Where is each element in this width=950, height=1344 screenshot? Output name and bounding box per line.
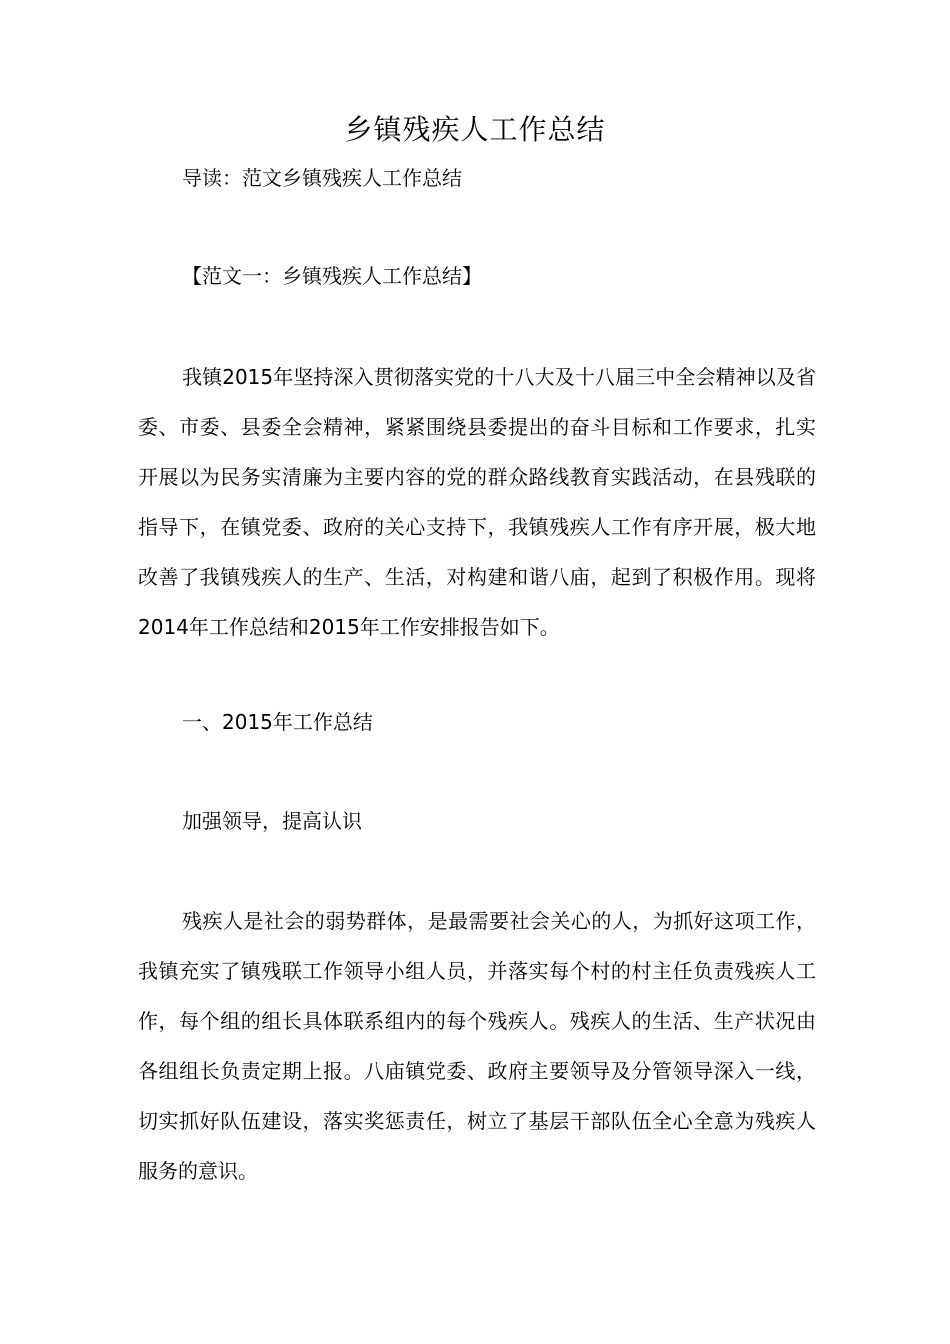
heading-1: 一、2015年工作总结 (182, 710, 373, 734)
section-heading: 【范文一：乡镇残疾人工作总结】 (182, 264, 482, 288)
intro-line: 导读：范文乡镇残疾人工作总结 (182, 166, 462, 190)
subheading-1: 加强领导，提高认识 (182, 809, 362, 833)
document-title: 乡镇残疾人工作总结 (344, 113, 606, 146)
paragraph-2: 残疾人是社会的弱势群体，是最需要社会关心的人，为抓好这项工作，我镇充实了镇残联工作领导小组人员，并落实每个村的村主任负责残疾人工作，每个组的组长具体联系组内的每个残疾人。残疾人的生活、生产状况由各组组长负责定期上报。八庙镇党委、政府主要领导及分管领导深入一线，切实抓好队伍建设，落实奖惩责任，树立了基层干部队伍全心全意为残疾人服务的意识。 (138, 909, 816, 1183)
paragraph-1: 我镇2015年坚持深入贯彻落实党的十八大及十八届三中全会精神以及省委、市委、县委全会精神，紧紧围绕县委提出的奋斗目标和工作要求，扎实开展以为民务实清廉为主要内容的党的群众路线教育实践活动，在县残联的指导下，在镇党委、政府的关心支持下，我镇残疾人工作有序开展，极大地改善了我镇残疾人的生产、生活，对构建和谐八庙，起到了积极作用。现将2014年工作总结和2015年工作安排报告如下。 (138, 365, 816, 639)
